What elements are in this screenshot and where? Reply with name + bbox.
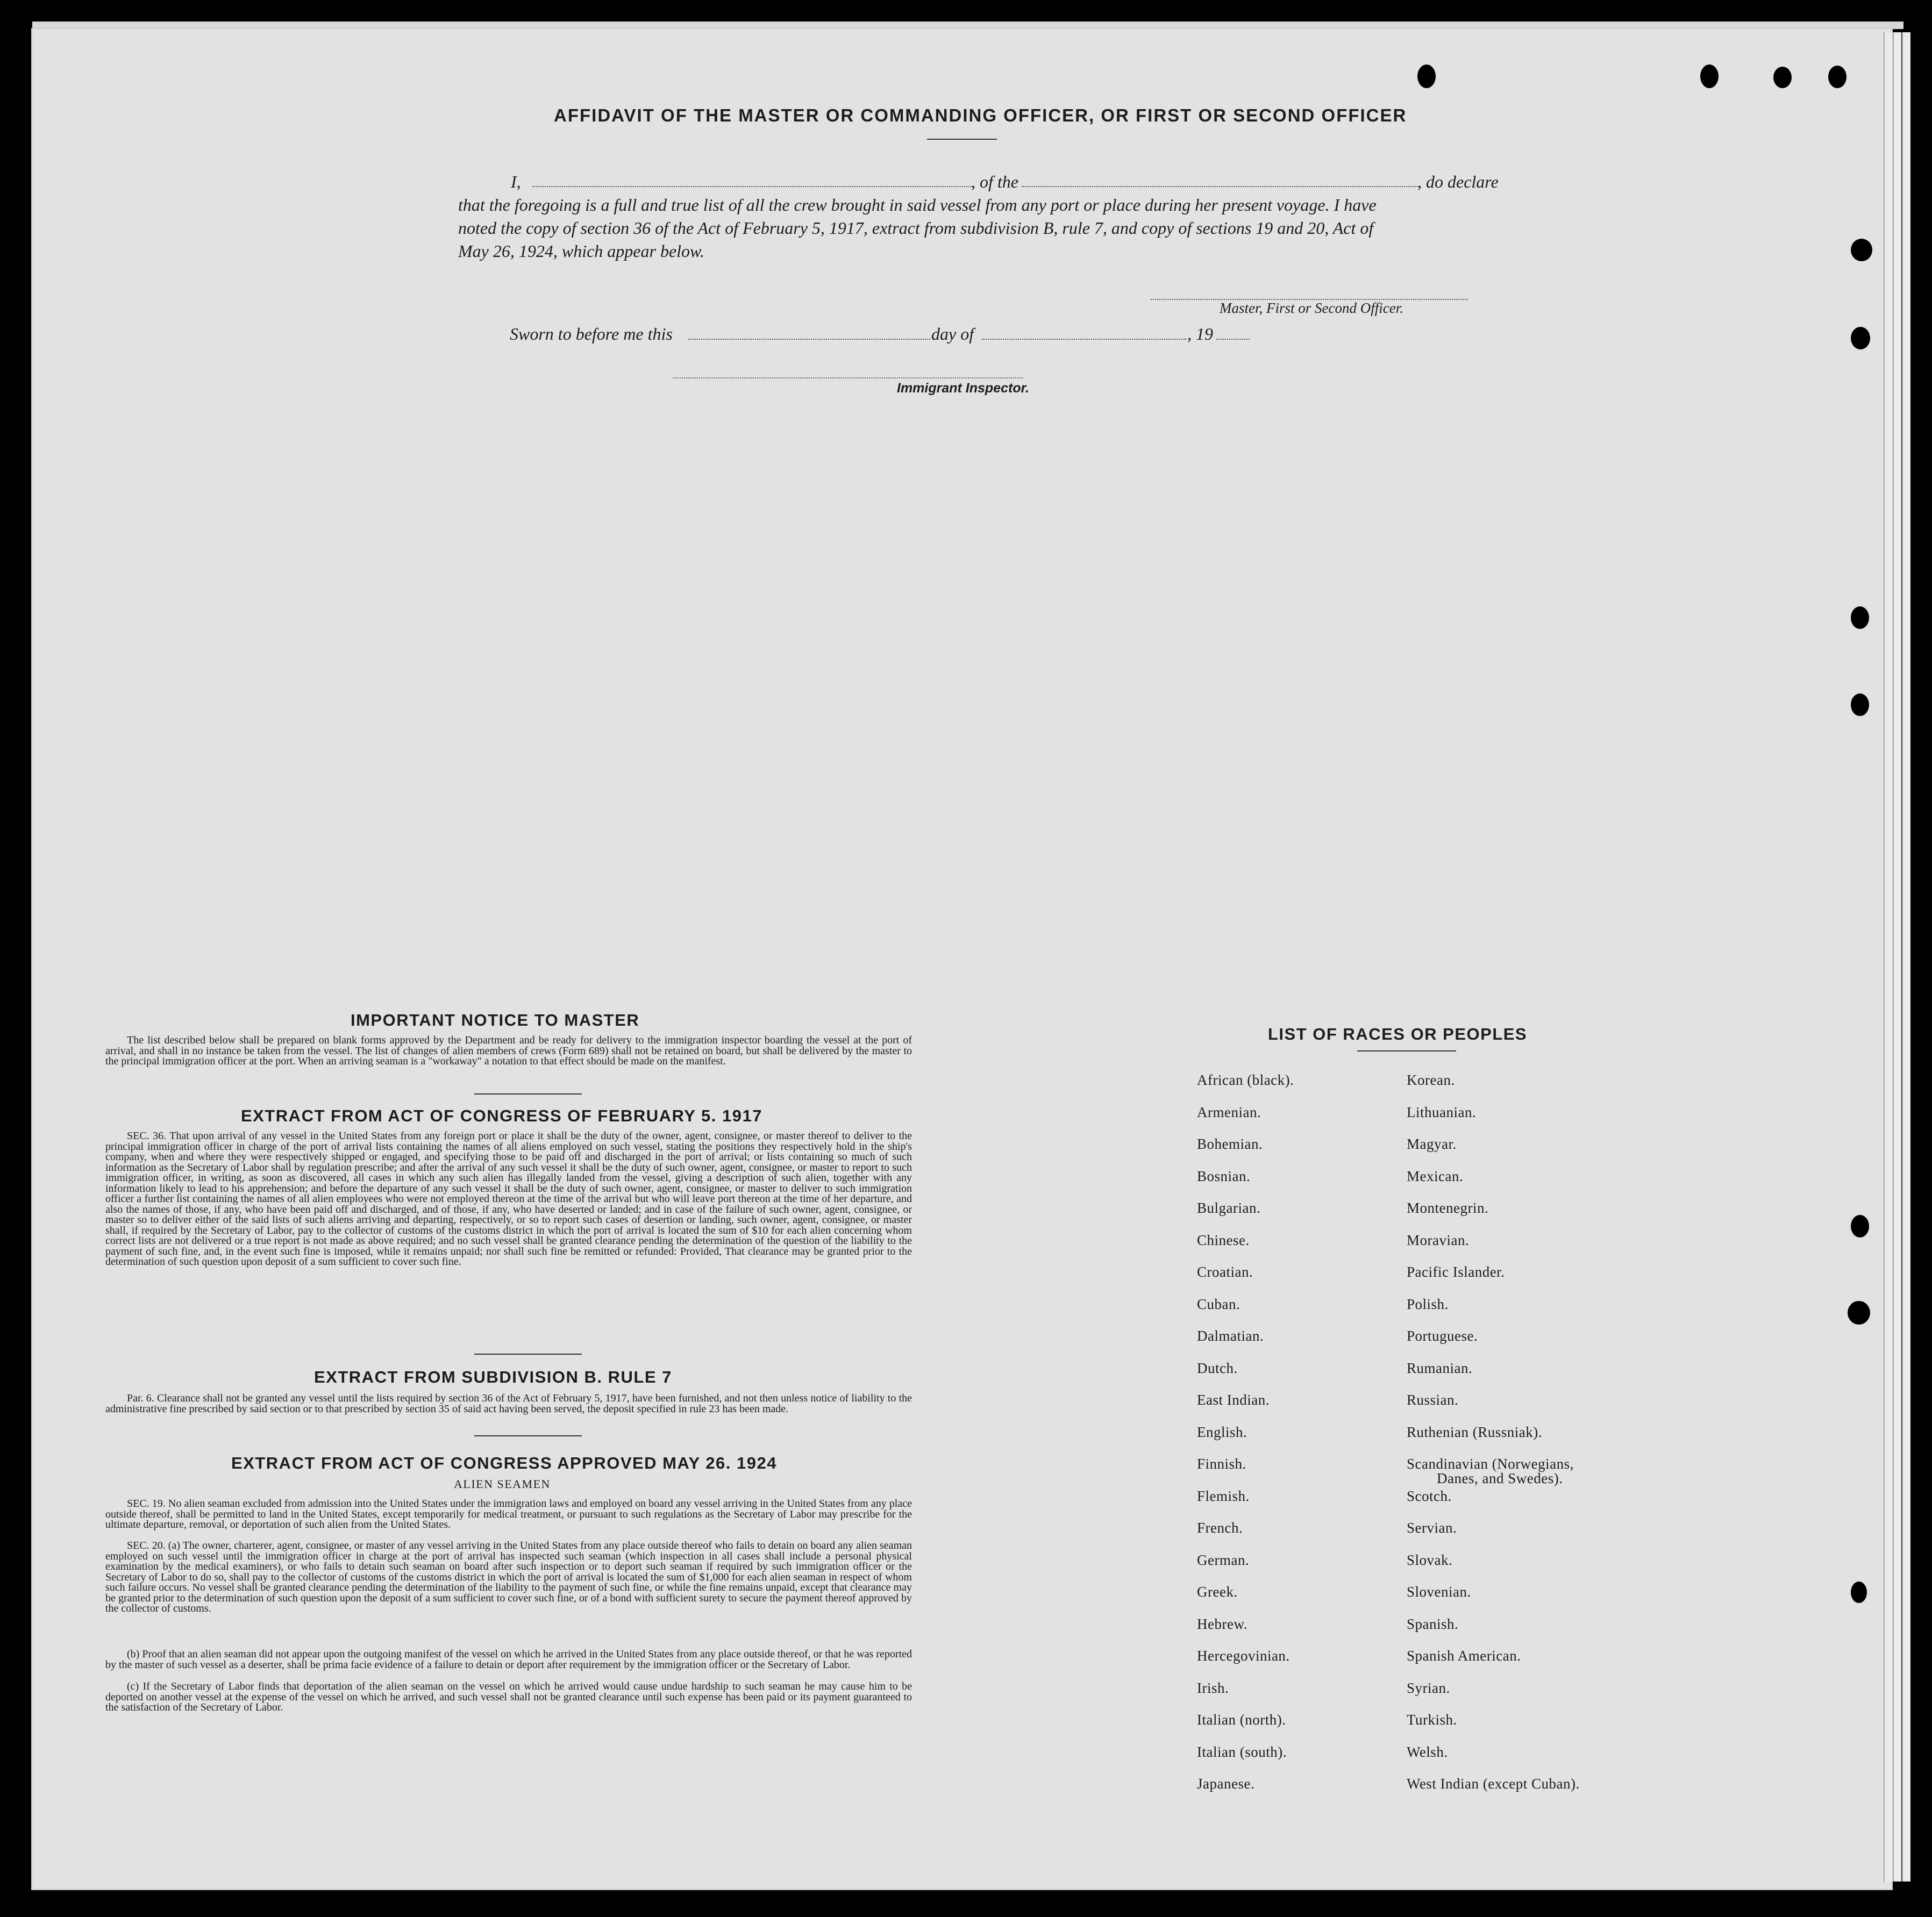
notice-title: IMPORTANT NOTICE TO MASTER (351, 1011, 640, 1029)
stacked-page-edge (1902, 32, 1910, 1882)
race-item: Croatian. (1197, 1264, 1253, 1280)
race-item: Chinese. (1197, 1232, 1250, 1248)
punch-hole-icon (1848, 1301, 1870, 1325)
race-item: Slovak. (1407, 1551, 1453, 1568)
race-item: Dalmatian. (1197, 1328, 1264, 1344)
race-item: Magyar. (1407, 1136, 1457, 1152)
race-item: Bosnian. (1197, 1168, 1251, 1184)
section-divider (474, 1354, 582, 1355)
race-item: Moravian. (1407, 1232, 1470, 1248)
race-item: Welsh. (1407, 1743, 1448, 1760)
sworn-year-field[interactable] (1216, 339, 1250, 340)
race-item: Turkish. (1407, 1712, 1457, 1728)
race-item: Portuguese. (1407, 1328, 1478, 1344)
punch-hole-icon (1851, 693, 1869, 716)
punch-hole-icon (1851, 239, 1872, 261)
extract-1924-sec20c: (c) If the Secretary of Labor finds that deportation of the alien seaman on the vessel on which he arrived would cause undue hardship to such seaman he may cause him to be deported on another vessel at the expense of the vessel on which he arrived, and such vessel shall not be granted clearance until such expense has been paid or its payment guaranteed to the satisfaction of the Secretary of Labor. (105, 1680, 912, 1713)
extract-1917-body: SEC. 36. That upon arrival of any vessel in the United States from any foreign port or place it shall be the duty of the owner, agent, consignee, or master thereof to deliver to the principal immigration officer in charge of the port of arrival lists containing the names of all aliens employed on such vessel, stating the positions they respectively hold in the ship's company, when and where they were respectively shipped or engaged, and specifying those to be paid off and discharged in the port of arrival; or lists containing so much of such information as the Secretary of Labor shall by regulation prescribe; and after the arrival of any such vessel it shall be the duty of such owner, agent, consignee, or master to report to such immigration officer, in writing, as soon as discovered, all cases in which any such alien has illegally landed from the vessel, giving a description of such alien, together with any information likely to lead to his apprehension; and before the departure of any such vessel it shall be the duty of such owner, agent, consignee, or master to deliver to such immigration officer a further list containing the names of all alien employees who were not employed thereon at the time of the arrival but who will leave port thereon at the time of her departure, and also the names of those, if any, who have been paid off and discharged, and of those, if any, who have deserted or landed; and in case of the failure of such owner, agent, consignee, or master so to deliver either of the said lists of such aliens arriving and departing, respectively, or so to report such cases of desertion or landing, such owner, agent, consignee, or master shall, if required by the Secretary of Labor, pay to the collector of customs of the customs district in which the port of arrival is located the sum of $10 for each alien concerning whom correct lists are not delivered or a true report is not made as above required; and no such vessel shall be granted clearance pending the determination of the question of the liability to the payment of such fine, and, in the event such fine is imposed, while it remains unpaid; nor shall such fine be remitted or refunded: Provided, That clearance may be granted prior to the determination of such question upon deposit of a sum sufficient to cover such fine. (105, 1130, 912, 1268)
race-item: English. (1197, 1424, 1247, 1440)
extract-1924-sec20b: (b) Proof that an alien seaman did not appear upon the outgoing manifest of the vessel on which he arrived in the United States from any place outside thereof, or that he was reported by the master of such vessel as a deserter, shall be prima facie evidence of a failure to detain or deport after requirement by the immigration officer or the Secretary of Labor. (105, 1648, 912, 1671)
affidavit-declare-label: , do declare (1417, 172, 1499, 191)
inspector-signature-field[interactable] (673, 377, 1023, 378)
sworn-day-field[interactable] (688, 339, 930, 340)
race-item: Russian. (1407, 1392, 1459, 1408)
stacked-page-edge (1893, 32, 1901, 1882)
sworn-label: Sworn to before me this (510, 324, 673, 344)
race-item: East Indian. (1197, 1392, 1270, 1408)
affidavit-of-the-label: , of the (971, 172, 1018, 191)
race-item: Danes, and Swedes). (1437, 1470, 1563, 1486)
race-item: Hercegovinian. (1197, 1648, 1290, 1664)
stacked-page-edge (1884, 32, 1892, 1882)
punch-hole-icon (1851, 1215, 1869, 1238)
section-divider (474, 1435, 582, 1436)
punch-hole-icon (1700, 65, 1719, 88)
races-divider (1357, 1050, 1456, 1052)
officer-name-field[interactable] (532, 186, 973, 187)
punch-hole-icon (1851, 327, 1870, 349)
race-item: Rumanian. (1407, 1360, 1473, 1376)
race-item: Italian (south). (1197, 1743, 1287, 1760)
race-item: Montenegrin. (1407, 1200, 1489, 1216)
extract-1924-subtitle: ALIEN SEAMEN (454, 1477, 551, 1491)
sworn-month-field[interactable] (982, 339, 1186, 340)
race-item: Bohemian. (1197, 1136, 1263, 1152)
race-item: Spanish. (1407, 1615, 1459, 1632)
race-item: Pacific Islander. (1407, 1264, 1505, 1280)
race-item: Ruthenian (Russniak). (1407, 1424, 1542, 1440)
race-item: Armenian. (1197, 1104, 1261, 1120)
inspector-label: Immigrant Inspector. (897, 381, 1029, 396)
extract-1924-title: EXTRACT FROM ACT OF CONGRESS APPROVED MAY 26. 1924 (231, 1454, 777, 1472)
race-item: Polish. (1407, 1296, 1449, 1312)
race-item: Finnish. (1197, 1456, 1246, 1472)
punch-hole-icon (1828, 66, 1847, 88)
section-divider (474, 1093, 582, 1095)
race-item: Bulgarian. (1197, 1200, 1261, 1216)
notice-body: The list described below shall be prepared on blank forms approved by the Department and be ready for delivery to the immigration inspector boarding the vessel at the port of arrival, and shall in no instance be taken from the vessel. The list of changes of alien members of crews (Form 689) shall not be retained on board, but shall be delivered by the master to the principal immigration officer at the port. When an arriving seaman is a "workaway" a notation to that effect should be made on the manifest. (105, 1034, 912, 1067)
punch-hole-icon (1851, 1582, 1867, 1603)
race-item: Scotch. (1407, 1487, 1452, 1504)
title-divider (927, 139, 997, 140)
race-item: Japanese. (1197, 1776, 1255, 1792)
race-item: Hebrew. (1197, 1615, 1247, 1632)
affidavit-line-3: May 26, 1924, which appear below. (458, 241, 705, 261)
year-label: , 19 (1187, 324, 1213, 344)
affidavit-line-2: noted the copy of section 36 of the Act of February 5, 1917, extract from subdivision B, rule 7, and copy of sections 19 and 20, Act of (458, 218, 1374, 238)
race-item: Cuban. (1197, 1296, 1241, 1312)
punch-hole-icon (1851, 606, 1869, 629)
race-item: Lithuanian. (1407, 1104, 1477, 1120)
race-item: Syrian. (1407, 1679, 1450, 1696)
master-signature-label: Master, First or Second Officer. (1220, 300, 1403, 316)
affidavit-title: AFFIDAVIT OF THE MASTER OR COMMANDING OFFICER, OR FIRST OR SECOND OFFICER (554, 105, 1407, 125)
race-item: Spanish American. (1407, 1648, 1521, 1664)
race-item: Korean. (1407, 1072, 1455, 1088)
extract-1924-sec20a: SEC. 20. (a) The owner, charterer, agent, consignee, or master of any vessel arriving in the United States from any place outside thereof who fails to detain on board any alien seaman employed on such vessel until the immigration officer in charge at the port of arrival has inspected such seaman (which inspection in all cases shall include a personal physical examination by the medical examiners), or who fails to detain such seaman on board after such inspection or to deport such seaman if required by such immigration officer or the Secretary of Labor to do so, shall pay to the collector of customs of the customs district in which the port of arrival is located the sum of $1,000 for each alien seaman in respect of whom such failure occurs. No vessel shall be granted clearance pending the determination of the liability to the payment of such fine, or while the fine remains unpaid, except that clearance may be granted prior to the determination of such question upon the deposit of a sum sufficient to cover such fine, or of a bond with sufficient surety to secure the payment thereof approved by the collector of customs. (105, 1540, 912, 1614)
race-item: Greek. (1197, 1584, 1238, 1600)
affidavit-i-label: I, (511, 172, 521, 191)
race-item: Servian. (1407, 1520, 1457, 1536)
race-item: Italian (north). (1197, 1712, 1286, 1728)
race-item: Mexican. (1407, 1168, 1464, 1184)
affidavit-line-1: that the foregoing is a full and true list of all the crew brought in said vessel from any port or place during her present voyage. I have (458, 195, 1377, 214)
day-of-label: day of (931, 324, 974, 344)
extract-1924-sec19: SEC. 19. No alien seaman excluded from admission into the United States under the immigration laws and employed on board any vessel arriving in the United States from any place outside thereof, shall be permitted to land in the United States, except temporarily for medical treatment, or pursuant to such regulations as the Secretary of Labor may prescribe for the ultimate departure, removal, or deportation of such alien from the United States. (105, 1498, 912, 1530)
race-item: Scandinavian (Norwegians, (1407, 1456, 1574, 1472)
race-item: French. (1197, 1520, 1243, 1536)
race-item: Flemish. (1197, 1487, 1250, 1504)
extract-1917-title: EXTRACT FROM ACT OF CONGRESS OF FEBRUARY 5. 1917 (241, 1106, 762, 1125)
punch-hole-icon (1773, 67, 1792, 88)
extract-rule7-title: EXTRACT FROM SUBDIVISION B. RULE 7 (314, 1368, 672, 1386)
race-item: Dutch. (1197, 1360, 1238, 1376)
punch-hole-icon (1417, 65, 1436, 88)
race-item: German. (1197, 1551, 1250, 1568)
extract-rule7-body: Par. 6. Clearance shall not be granted any vessel until the lists required by section 36 of the Act of February 5, 1917, have been furnished, and not then unless notice of liability to the administrative fine prescribed by said section or to that prescribed by section 35 of said act having been served, the deposit specified in rule 23 has been made. (105, 1392, 912, 1415)
race-item: West Indian (except Cuban). (1407, 1776, 1580, 1792)
races-title: LIST OF RACES OR PEOPLES (1268, 1025, 1528, 1043)
race-item: Irish. (1197, 1679, 1229, 1696)
race-item: African (black). (1197, 1072, 1294, 1088)
vessel-name-field[interactable] (1022, 186, 1420, 187)
race-item: Slovenian. (1407, 1584, 1471, 1600)
